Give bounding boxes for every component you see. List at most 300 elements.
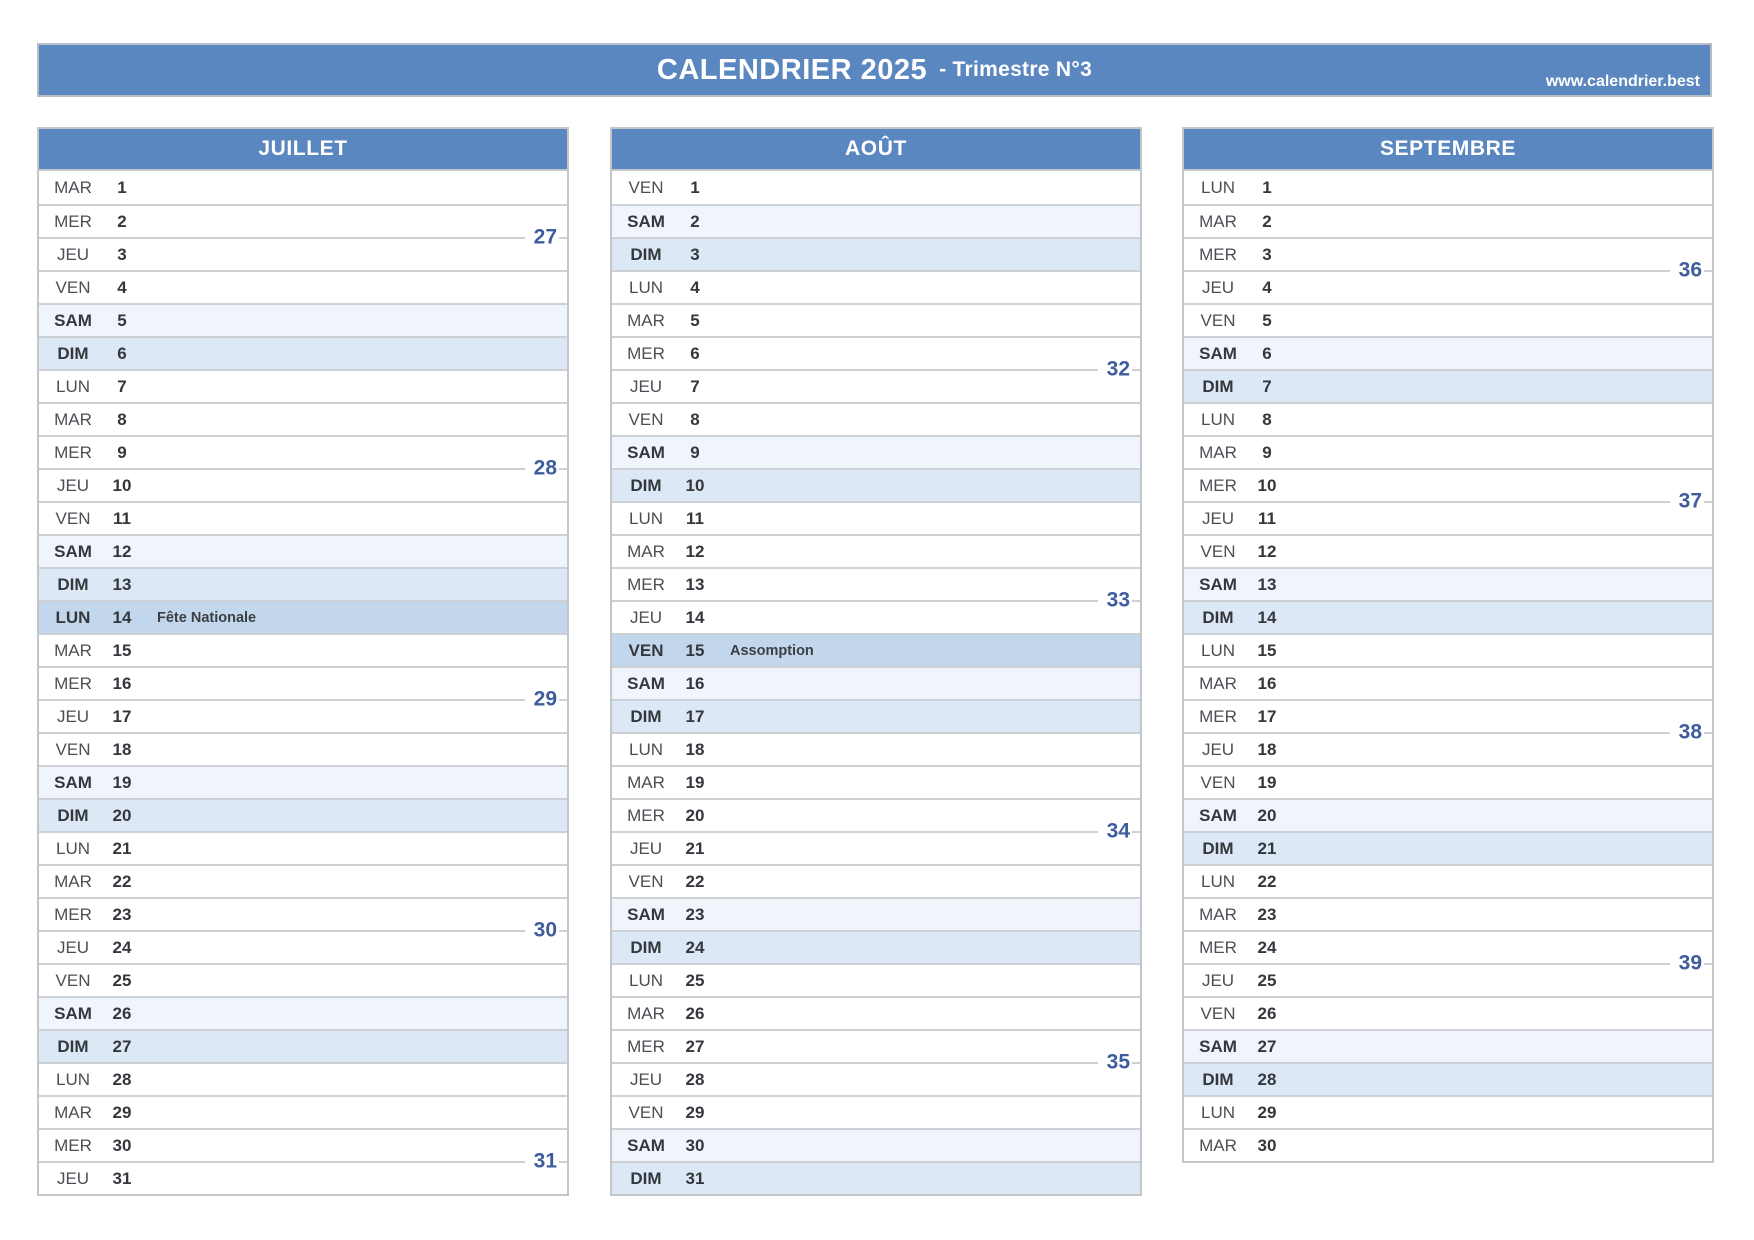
day-name: JEU	[1201, 970, 1235, 990]
day-row	[612, 1128, 1140, 1161]
page-title: CALENDRIER 2025	[656, 53, 928, 86]
day-name: SAM	[1199, 574, 1237, 594]
day-row	[1184, 369, 1712, 402]
day-name: VEN	[628, 409, 664, 429]
day-row	[1184, 1062, 1712, 1095]
day-name: MER	[1199, 475, 1237, 495]
day-name: SAM	[1199, 1036, 1237, 1056]
day-number: 9	[690, 442, 700, 462]
day-number: 18	[1257, 739, 1277, 759]
day-row	[39, 468, 567, 501]
day-number: 7	[117, 376, 127, 396]
week-number-label: 33	[1098, 590, 1132, 611]
day-name: LUN	[1200, 1102, 1235, 1122]
day-row	[1184, 303, 1712, 336]
day-row	[1184, 237, 1712, 270]
day-number: 27	[112, 1036, 132, 1056]
day-name: LUN	[628, 739, 663, 759]
day-number: 1	[117, 177, 127, 197]
day-name: SAM	[54, 310, 92, 330]
day-name: SAM	[1199, 805, 1237, 825]
day-row	[1184, 270, 1712, 303]
month-title: JUILLET	[39, 129, 567, 169]
day-row	[612, 534, 1140, 567]
day-name: DIM	[57, 805, 89, 825]
day-name: MER	[54, 1135, 92, 1155]
day-row	[39, 402, 567, 435]
day-name: MAR	[1199, 1135, 1237, 1155]
day-number: 3	[690, 244, 700, 264]
day-number: 17	[1257, 706, 1277, 726]
day-row	[39, 336, 567, 369]
day-row	[1184, 501, 1712, 534]
day-number: 10	[112, 475, 132, 495]
week-number-label: 38	[1670, 722, 1704, 743]
week-number-label: 37	[1670, 491, 1704, 512]
day-number: 23	[1257, 904, 1277, 924]
day-row	[612, 303, 1140, 336]
day-name: LUN	[55, 838, 90, 858]
day-row	[612, 468, 1140, 501]
day-row	[612, 1095, 1140, 1128]
day-name: MER	[1199, 937, 1237, 957]
day-row	[1184, 897, 1712, 930]
week-number-label: 28	[525, 458, 559, 479]
day-name: LUN	[55, 376, 90, 396]
day-row	[39, 237, 567, 270]
week-number-label: 31	[525, 1151, 559, 1172]
day-name: SAM	[54, 541, 92, 561]
day-name: JEU	[629, 838, 663, 858]
day-name: VEN	[55, 739, 91, 759]
day-name: DIM	[1202, 1069, 1234, 1089]
day-row	[612, 369, 1140, 402]
day-number: 8	[690, 409, 700, 429]
day-row	[612, 699, 1140, 732]
day-number: 29	[685, 1102, 705, 1122]
day-number: 23	[685, 904, 705, 924]
day-number: 8	[1262, 409, 1272, 429]
day-name: MER	[627, 805, 665, 825]
day-name: MAR	[1199, 904, 1237, 924]
day-name: MAR	[627, 1003, 665, 1023]
day-number: 18	[685, 739, 705, 759]
day-name: LUN	[1200, 409, 1235, 429]
day-row	[612, 633, 1140, 666]
day-name: MER	[627, 574, 665, 594]
day-name: SAM	[627, 442, 665, 462]
day-row	[612, 270, 1140, 303]
day-row	[1184, 963, 1712, 996]
day-name: MAR	[54, 177, 92, 197]
day-number: 17	[685, 706, 705, 726]
day-name: LUN	[628, 508, 663, 528]
day-name: JEU	[629, 607, 663, 627]
day-row	[612, 831, 1140, 864]
day-row	[39, 204, 567, 237]
day-number: 31	[685, 1168, 705, 1188]
day-number: 11	[1258, 508, 1276, 528]
day-name: VEN	[628, 640, 664, 660]
day-number: 19	[112, 772, 132, 792]
page-subtitle: - Trimestre N°3	[939, 58, 1093, 81]
day-name: MAR	[627, 541, 665, 561]
day-name: MAR	[627, 310, 665, 330]
day-number: 25	[685, 970, 705, 990]
day-number: 14	[1257, 607, 1277, 627]
day-name: MAR	[54, 409, 92, 429]
day-name: MER	[54, 673, 92, 693]
day-row	[612, 501, 1140, 534]
day-row	[39, 864, 567, 897]
day-row	[39, 369, 567, 402]
day-name: MER	[54, 211, 92, 231]
day-number: 22	[1257, 871, 1277, 891]
day-name: MER	[627, 343, 665, 363]
day-number: 26	[1257, 1003, 1277, 1023]
day-number: 5	[1262, 310, 1272, 330]
day-number: 8	[117, 409, 127, 429]
day-number: 6	[117, 343, 127, 363]
day-number: 12	[112, 541, 132, 561]
day-row	[39, 666, 567, 699]
day-number: 10	[685, 475, 705, 495]
day-name: VEN	[628, 1102, 664, 1122]
day-row	[1184, 1128, 1712, 1161]
day-row	[1184, 930, 1712, 963]
day-number: 29	[112, 1102, 132, 1122]
day-row	[1184, 204, 1712, 237]
day-row	[612, 171, 1140, 204]
day-number: 24	[1257, 937, 1277, 957]
day-name: SAM	[627, 673, 665, 693]
day-row	[1184, 864, 1712, 897]
day-number: 23	[112, 904, 132, 924]
day-number: 30	[1257, 1135, 1277, 1155]
day-name: JEU	[1201, 277, 1235, 297]
day-number: 30	[685, 1135, 705, 1155]
day-row	[39, 1029, 567, 1062]
day-number: 27	[685, 1036, 705, 1056]
day-name: DIM	[57, 343, 89, 363]
day-number: 22	[112, 871, 132, 891]
day-number: 26	[112, 1003, 132, 1023]
day-row	[1184, 567, 1712, 600]
day-name: LUN	[628, 970, 663, 990]
day-name: LUN	[628, 277, 663, 297]
day-name: MER	[54, 442, 92, 462]
site-link[interactable]: www.calendrier.best	[1545, 73, 1700, 90]
day-number: 15	[1257, 640, 1277, 660]
day-row	[39, 633, 567, 666]
day-name: MER	[627, 1036, 665, 1056]
day-row	[612, 567, 1140, 600]
day-row	[39, 501, 567, 534]
week-number-label: 36	[1670, 260, 1704, 281]
day-number: 28	[685, 1069, 705, 1089]
day-number: 20	[1257, 805, 1277, 825]
day-name: SAM	[627, 211, 665, 231]
day-name: MAR	[627, 772, 665, 792]
day-row	[612, 897, 1140, 930]
day-row	[1184, 798, 1712, 831]
day-row	[1184, 435, 1712, 468]
day-name: MER	[1199, 244, 1237, 264]
day-number: 3	[1262, 244, 1272, 264]
day-number: 11	[686, 508, 704, 528]
day-name: JEU	[56, 937, 90, 957]
day-number: 2	[690, 211, 700, 231]
day-name: JEU	[1201, 739, 1235, 759]
day-number: 9	[117, 442, 127, 462]
month-title: AOÛT	[612, 129, 1140, 169]
day-number: 1	[690, 177, 700, 197]
day-name: VEN	[55, 508, 91, 528]
day-number: 25	[1257, 970, 1277, 990]
day-row	[612, 1029, 1140, 1062]
day-number: 12	[685, 541, 705, 561]
day-number: 4	[1262, 277, 1272, 297]
day-name: LUN	[55, 1069, 90, 1089]
day-row	[39, 1128, 567, 1161]
day-row	[1184, 996, 1712, 1029]
day-row	[39, 897, 567, 930]
day-row	[1184, 534, 1712, 567]
day-name: SAM	[54, 772, 92, 792]
day-row	[39, 798, 567, 831]
day-row	[612, 237, 1140, 270]
day-number: 19	[685, 772, 705, 792]
day-name: VEN	[55, 277, 91, 297]
day-name: MER	[1199, 706, 1237, 726]
day-number: 16	[1257, 673, 1277, 693]
day-number: 12	[1257, 541, 1277, 561]
day-number: 4	[117, 277, 127, 297]
day-name: LUN	[1200, 640, 1235, 660]
holiday-label: Assomption	[730, 642, 814, 659]
week-number-label: 39	[1670, 953, 1704, 974]
day-row	[1184, 468, 1712, 501]
month-table-juillet	[37, 127, 569, 1196]
day-name: VEN	[1200, 310, 1236, 330]
day-name: VEN	[55, 970, 91, 990]
day-number: 19	[1257, 772, 1277, 792]
day-number: 26	[685, 1003, 705, 1023]
day-name: VEN	[1200, 1003, 1236, 1023]
day-number: 9	[1262, 442, 1272, 462]
day-number: 24	[112, 937, 132, 957]
day-name: MER	[54, 904, 92, 924]
day-row	[612, 732, 1140, 765]
day-row	[39, 1062, 567, 1095]
day-row	[39, 1095, 567, 1128]
day-number: 7	[1262, 376, 1272, 396]
day-name: JEU	[629, 1069, 663, 1089]
day-row	[1184, 1029, 1712, 1062]
day-row	[39, 534, 567, 567]
day-number: 30	[112, 1135, 132, 1155]
day-row	[612, 666, 1140, 699]
week-number-label: 30	[525, 920, 559, 941]
week-number-label: 32	[1098, 359, 1132, 380]
day-number: 18	[112, 739, 132, 759]
day-number: 27	[1257, 1036, 1277, 1056]
day-number: 22	[685, 871, 705, 891]
day-name: MAR	[54, 640, 92, 660]
day-row	[1184, 336, 1712, 369]
month-table-aout	[610, 127, 1142, 1196]
day-row	[39, 930, 567, 963]
month-rows	[1184, 169, 1712, 1161]
day-number: 20	[112, 805, 132, 825]
day-number: 29	[1257, 1102, 1277, 1122]
month-rows	[612, 169, 1140, 1194]
day-name: VEN	[1200, 772, 1236, 792]
day-name: DIM	[630, 475, 662, 495]
day-row	[39, 699, 567, 732]
day-name: DIM	[630, 706, 662, 726]
day-number: 1	[1262, 177, 1272, 197]
week-number-label: 29	[525, 689, 559, 710]
month-rows	[39, 169, 567, 1194]
day-number: 17	[112, 706, 132, 726]
day-number: 6	[1262, 343, 1272, 363]
day-number: 5	[690, 310, 700, 330]
week-number-label: 35	[1098, 1052, 1132, 1073]
day-number: 16	[112, 673, 132, 693]
page-header	[37, 43, 1712, 97]
day-row	[612, 996, 1140, 1029]
day-row	[612, 336, 1140, 369]
day-number: 4	[690, 277, 700, 297]
day-row	[612, 600, 1140, 633]
day-name: MAR	[1199, 442, 1237, 462]
day-number: 31	[112, 1168, 132, 1188]
day-number: 14	[685, 607, 705, 627]
day-name: JEU	[56, 1168, 90, 1188]
day-row	[39, 303, 567, 336]
day-name: MAR	[1199, 673, 1237, 693]
day-row	[39, 963, 567, 996]
day-row	[39, 1161, 567, 1194]
day-number: 10	[1257, 475, 1277, 495]
day-name: JEU	[1201, 508, 1235, 528]
day-row	[39, 567, 567, 600]
day-name: VEN	[628, 177, 664, 197]
day-row	[1184, 699, 1712, 732]
day-number: 6	[690, 343, 700, 363]
day-name: DIM	[1202, 376, 1234, 396]
day-row	[1184, 666, 1712, 699]
day-name: LUN	[55, 607, 91, 627]
day-row	[612, 963, 1140, 996]
day-number: 11	[113, 508, 131, 528]
day-row	[39, 996, 567, 1029]
day-name: DIM	[630, 244, 662, 264]
day-name: DIM	[630, 937, 662, 957]
day-row	[612, 204, 1140, 237]
day-name: DIM	[1202, 607, 1234, 627]
day-row	[612, 798, 1140, 831]
day-name: MAR	[54, 1102, 92, 1122]
day-row	[39, 765, 567, 798]
day-name: SAM	[627, 904, 665, 924]
day-number: 21	[1257, 838, 1277, 858]
day-name: LUN	[1200, 177, 1235, 197]
day-number: 14	[112, 607, 132, 627]
month-table-septembre	[1182, 127, 1714, 1163]
day-row	[612, 1062, 1140, 1095]
day-name: JEU	[56, 706, 90, 726]
day-number: 16	[685, 673, 705, 693]
day-name: SAM	[1199, 343, 1237, 363]
day-row	[1184, 633, 1712, 666]
day-row	[612, 864, 1140, 897]
day-row	[1184, 1095, 1712, 1128]
day-number: 15	[685, 640, 705, 660]
day-name: VEN	[628, 871, 664, 891]
day-name: JEU	[56, 475, 90, 495]
day-number: 20	[685, 805, 705, 825]
day-number: 28	[112, 1069, 132, 1089]
day-name: JEU	[629, 376, 663, 396]
month-title: SEPTEMBRE	[1184, 129, 1712, 169]
week-number-label: 27	[525, 227, 559, 248]
day-row	[39, 600, 567, 633]
day-name: MAR	[1199, 211, 1237, 231]
day-name: SAM	[54, 1003, 92, 1023]
day-number: 13	[1257, 574, 1277, 594]
day-row	[1184, 600, 1712, 633]
day-number: 21	[685, 838, 705, 858]
day-number: 15	[112, 640, 132, 660]
day-row	[39, 732, 567, 765]
day-row	[39, 435, 567, 468]
week-number-label: 34	[1098, 821, 1132, 842]
day-name: DIM	[57, 1036, 89, 1056]
day-name: SAM	[627, 1135, 665, 1155]
day-row	[39, 270, 567, 303]
day-name: JEU	[56, 244, 90, 264]
day-number: 13	[685, 574, 705, 594]
day-row	[612, 930, 1140, 963]
day-row	[612, 435, 1140, 468]
day-row	[39, 831, 567, 864]
day-number: 13	[112, 574, 132, 594]
day-row	[1184, 732, 1712, 765]
day-row	[1184, 402, 1712, 435]
day-number: 25	[112, 970, 132, 990]
day-number: 3	[117, 244, 127, 264]
day-number: 28	[1257, 1069, 1277, 1089]
day-name: MAR	[54, 871, 92, 891]
day-number: 7	[690, 376, 700, 396]
day-number: 2	[117, 211, 127, 231]
day-row	[1184, 831, 1712, 864]
day-name: DIM	[630, 1168, 662, 1188]
day-row	[39, 171, 567, 204]
day-row	[1184, 765, 1712, 798]
day-number: 21	[112, 838, 132, 858]
day-number: 5	[117, 310, 127, 330]
day-row	[612, 402, 1140, 435]
day-row	[1184, 171, 1712, 204]
day-row	[612, 765, 1140, 798]
holiday-label: Fête Nationale	[157, 609, 257, 626]
day-row	[612, 1161, 1140, 1194]
day-name: LUN	[1200, 871, 1235, 891]
day-name: DIM	[57, 574, 89, 594]
